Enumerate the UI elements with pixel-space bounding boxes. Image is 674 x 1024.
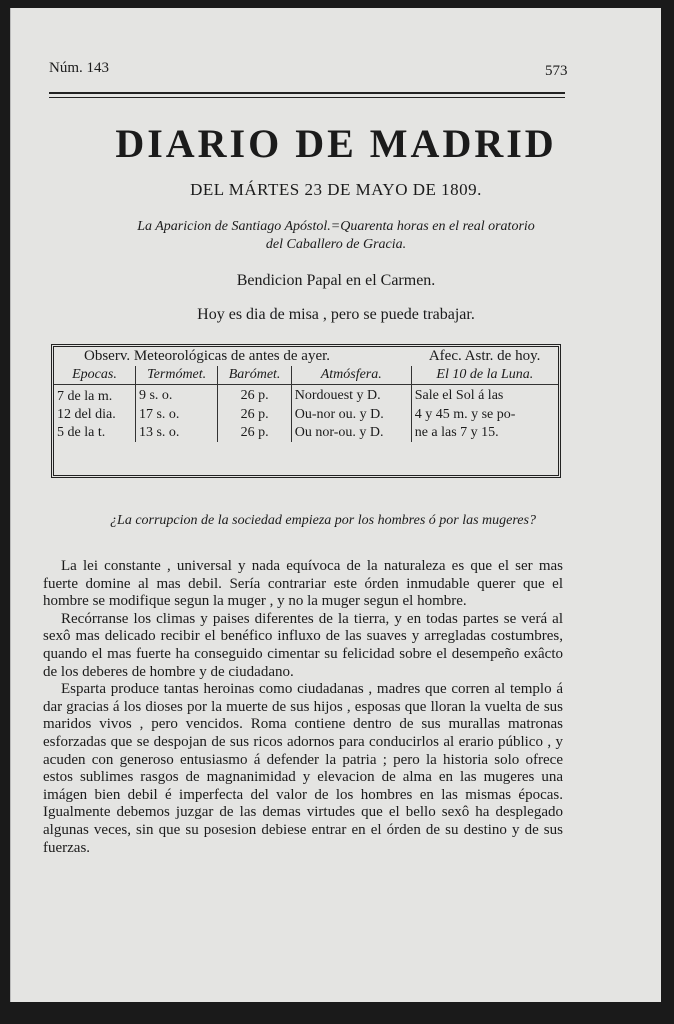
row-astro: Sale el Sol á las	[411, 385, 558, 407]
newspaper-page	[10, 8, 661, 1002]
article-paragraph: Esparta produce tantas heroinas como ciudadanas , madres que corren al templo á dar gracias á los dioses por la muerte de sus hijos , esposas que lloran la vuelta de sus maridos vivos , pero vencidos. Roma contiene dentro de sus murallas matronas esforzadas que se despojan de sus ricos adornos para conducirlos al erario público , y acuden con generoso entusiasmo á defender la patria ; pero la historia solo ofrece estos sublimes rasgos de magnanimidad y elevacion de alma en las mugeres una imágen bien debil é imperfecta del valor de los hombres en las mismas épocas. Igualmente debemos juzgar de las demas virtudes que el bello sexô ha desplegado algunas veces, sin que su posesion debiese entrar en el órden de su destino y de sus fuerzas.	[43, 681, 563, 856]
saints-notice	[51, 218, 621, 254]
saints-line-1: La Aparicion de Santiago Apóstol.=Quarenta horas en el real oratorio	[137, 219, 535, 234]
weather-table-box	[51, 344, 561, 478]
row-barometro: 26 p.	[218, 406, 291, 424]
weather-heading-left: Observ. Meteorológicas de antes de ayer.	[84, 348, 331, 364]
row-atmosfera: Ou nor-ou. y D.	[291, 424, 411, 442]
weather-row	[54, 406, 558, 424]
row-termometro: 17 s. o.	[135, 406, 217, 424]
row-barometro: 26 p.	[218, 424, 291, 442]
weather-heading-row	[54, 347, 558, 366]
row-atmosfera: Ou-nor ou. y D.	[291, 406, 411, 424]
row-astro: ne a las 7 y 15.	[411, 424, 558, 442]
row-termometro: 13 s. o.	[135, 424, 217, 442]
article-question: ¿La corrupcion de la sociedad empieza por los hombres ó por las mugeres?	[110, 513, 536, 528]
dateline: DEL MÁRTES 23 DE MAYO DE 1809.	[190, 180, 482, 199]
row-epoca: 5 de la t.	[57, 425, 106, 440]
saints-line-2: del Caballero de Gracia.	[265, 237, 407, 252]
weather-row	[54, 385, 558, 407]
row-epoca: 12 del dia.	[57, 407, 116, 422]
weather-row	[54, 424, 558, 442]
col-termometro: Termómet.	[135, 366, 217, 385]
weather-heading-right: Afec. Astr. de hoy.	[428, 348, 541, 364]
page-number: 573	[545, 63, 568, 79]
header-rule-bottom	[49, 97, 565, 98]
col-atmosfera: Atmósfera.	[291, 366, 411, 385]
row-epoca: 7 de la m.	[57, 389, 113, 404]
weather-table	[54, 347, 558, 442]
masthead-title: DIARIO DE MADRID	[115, 121, 557, 166]
row-atmosfera: Nordouest y D.	[291, 385, 411, 407]
col-barometro: Barómet.	[218, 366, 291, 385]
col-epocas: Epocas.	[54, 366, 135, 385]
row-termometro: 9 s. o.	[135, 385, 217, 407]
weather-columns-row	[54, 366, 558, 385]
row-barometro: 26 p.	[218, 385, 291, 407]
article-paragraph: La lei constante , universal y nada equívoca de la naturaleza es que el ser mas fuerte domine al mas debil. Sería contrariar este órden inmudable querer que el hombre se modifique segun la muger , y no la muger segun el hombre.	[43, 558, 563, 610]
col-luna: El 10 de la Luna.	[411, 366, 558, 385]
issue-number: Núm. 143	[49, 60, 109, 76]
article-paragraph: Recórranse los climas y paises diferentes de la tierra, y en todas partes se verá al sexô mas delicado recibir el benéfico influxo de las suaves y arregladas costumbres, quando el mas fuerte ha conseguido cimentar su felicidad sobre el desempeño exâcto de los deberes de hombre y de ciudadano.	[43, 610, 563, 680]
bendicion-notice: Bendicion Papal en el Carmen.	[236, 272, 436, 289]
row-astro: 4 y 45 m. y se po-	[411, 406, 558, 424]
misa-notice: Hoy es dia de misa , pero se puede trabajar.	[197, 306, 475, 323]
article-body	[43, 558, 563, 857]
header-rule-top	[49, 92, 565, 94]
